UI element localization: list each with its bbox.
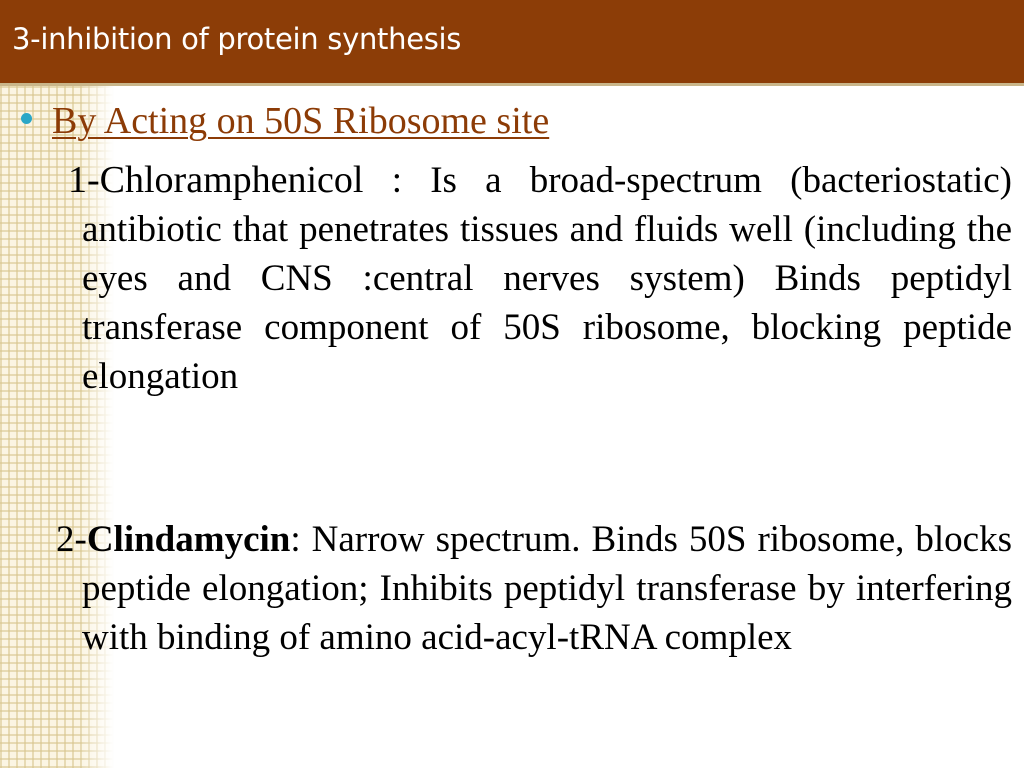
drug-name-text: Chloramphenicol [99,159,364,201]
drug-name: Clindamycin [86,519,291,560]
item-number: 2- [56,519,87,560]
drug-item-clindamycin [56,515,1012,662]
bullet-icon [21,113,32,124]
drug-description: Narrow spectrum. Binds 50S ribosome, blocks peptide elongation; Inhibits peptidyl transferase by interfering with binding of amino acid-acyl-tRNA complex [82,519,1012,658]
section-heading: By Acting on 50S Ribosome site [52,100,550,142]
header-bar [0,0,1024,86]
separator: : [290,519,301,560]
drug-item-chloramphenicol [68,156,1012,401]
drug-name [68,159,364,201]
separator: : [363,160,431,201]
slide-title: 3-inhibition of protein synthesis [12,22,462,56]
item-number: 1- [68,159,100,201]
drug-description: Is a broad-spectrum (bacteriostatic) antibiotic that penetrates tissues and fluids well (including the eyes and CNS :central nerves system) Binds peptidyl transferase component of 50S ribosome, blocking peptide elongation [82,160,1012,397]
